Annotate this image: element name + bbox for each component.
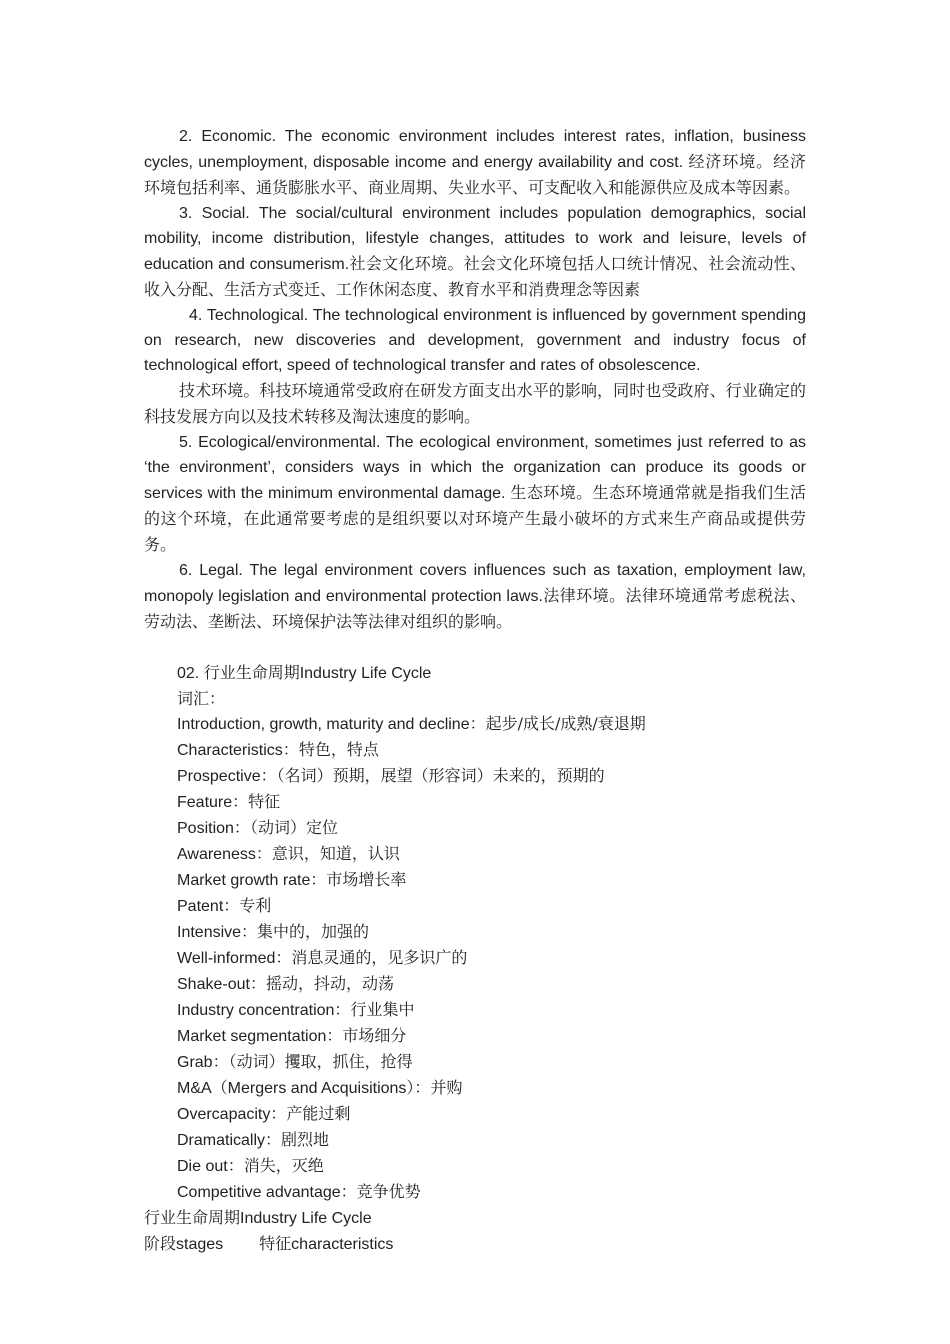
paragraph-social [144, 201, 806, 303]
vocab-term: Prospective： [177, 768, 277, 785]
vocab-term: Market growth rate： [177, 872, 327, 889]
paragraph-legal-en: 6. Legal. The legal environment covers influences such as taxation, employment law, monopoly legislation and environmental protection laws. [144, 562, 806, 605]
vocab-term: Feature： [177, 794, 249, 811]
vocab-item [144, 945, 806, 971]
vocab-term: Intensive： [177, 924, 258, 941]
vocab-definition: 特征 [248, 792, 281, 811]
paragraph-social-zh: 社会文化环境。社会文化环境包括人口统计情况、社会流动性、收入分配、生活方式变迁、工作休闲态度、教育水平和消费理念等因素 [144, 254, 806, 299]
vocab-term: Grab： [177, 1054, 229, 1071]
vocab-definition: 市场细分 [342, 1026, 407, 1045]
paragraph-legal-zh: 法律环境。法律环境通常考虑税法、劳动法、垄断法、环境保护法等法律对组织的影响。 [144, 586, 806, 631]
table-header-characteristics [259, 1231, 393, 1257]
section-heading-zh: 行业生命周期 [203, 663, 300, 682]
vocab-item [144, 893, 806, 919]
section-heading-en: Industry Life Cycle [299, 665, 432, 682]
vocab-definition: 集中的，加强的 [257, 922, 370, 941]
vocab-item [144, 997, 806, 1023]
vocab-item [144, 1075, 806, 1101]
vocab-definition: 消息灵通的，见多识广的 [291, 948, 468, 967]
vocab-definition: 消失，灭绝 [243, 1156, 324, 1175]
section-number: 02. [177, 665, 204, 682]
paragraph-ecological-en: 5. Ecological/environmental. The ecological environment, sometimes just referred to as ‘the environment’, considers ways in which the organization can produce its goods or services with the minimum environmental damage. [144, 434, 806, 502]
vocab-item [144, 1023, 806, 1049]
table-title [144, 1205, 806, 1231]
vocab-definition: 竞争优势 [356, 1182, 421, 1201]
spacer [144, 635, 806, 660]
paragraph-ecological [144, 430, 806, 558]
vocab-term: Industry concentration： [177, 1002, 351, 1019]
vocab-item [144, 737, 806, 763]
vocab-definition: 剧烈地 [281, 1130, 330, 1149]
section-heading [144, 660, 806, 686]
table-title-zh: 行业生命周期 [144, 1208, 241, 1227]
paragraph-technological-en: 4. Technological. The technological environment is influenced by government spending on research, new discoveries and development, government and industry focus of technological effort, speed of technological transfer and rates of obsolescence. [144, 307, 806, 374]
vocab-item [144, 815, 806, 841]
vocab-term: Introduction, growth, maturity and decline： [177, 716, 486, 733]
vocab-definition: 意识，知道，认识 [271, 844, 400, 863]
characteristics-label-zh: 特征 [259, 1234, 292, 1253]
stages-label-zh: 阶段 [144, 1234, 177, 1253]
paragraph-economic [144, 124, 806, 201]
vocab-definition: 行业集中 [350, 1000, 415, 1019]
vocab-term: Competitive advantage： [177, 1184, 357, 1201]
vocab-definition: 专利 [239, 896, 272, 915]
paragraph-social-en: 3. Social. The social/cultural environment includes population demographics, social mobility, income distribution, lifestyle changes, attitudes to work and leisure, levels of education and consumerism. [144, 205, 806, 273]
vocab-definition: 特色，特点 [298, 740, 379, 759]
vocab-term: Well-informed： [177, 950, 292, 967]
vocab-term: Patent： [177, 898, 240, 915]
vocab-definition: （名词）预期，展望（形容词）未来的，预期的 [276, 766, 605, 785]
vocab-definition: 起步/成长/成熟/衰退期 [485, 714, 646, 733]
vocab-label: 词汇： [177, 689, 226, 708]
stages-label-en: stages [176, 1236, 224, 1253]
vocab-term: Awareness： [177, 846, 272, 863]
paragraph-technological [144, 303, 806, 378]
vocab-item [144, 1153, 806, 1179]
vocab-item [144, 1101, 806, 1127]
characteristics-label-en: characteristics [291, 1236, 394, 1253]
vocab-item [144, 789, 806, 815]
vocab-definition: 市场增长率 [326, 870, 407, 889]
table-title-en: Industry Life Cycle [240, 1210, 372, 1227]
vocab-definition: 并购 [430, 1078, 463, 1097]
vocab-definition: （动词）攫取，抓住，抢得 [228, 1052, 413, 1071]
vocab-item [144, 1049, 806, 1075]
vocab-definition: 摇动，抖动，动荡 [265, 974, 394, 993]
paragraph-economic-en: 2. Economic. The economic environment includes interest rates, inflation, business cycles, unemployment, disposable income and energy availability and cost. [144, 128, 806, 171]
document-page [144, 124, 806, 1257]
vocab-item [144, 867, 806, 893]
paragraph-technological-zh-text: 技术环境。科技环境通常受政府在研发方面支出水平的影响，同时也受政府、行业确定的科技发展方向以及技术转移及淘汰速度的影响。 [144, 381, 806, 426]
vocab-list [144, 711, 806, 1205]
vocab-item [144, 1179, 806, 1205]
vocab-term: Die out： [177, 1158, 244, 1175]
vocab-definition: 产能过剩 [286, 1104, 351, 1123]
vocab-term: Characteristics： [177, 742, 299, 759]
vocab-term: Dramatically： [177, 1132, 282, 1149]
vocab-term: Overcapacity： [177, 1106, 287, 1123]
vocab-term: Shake-out： [177, 976, 266, 993]
vocab-term: Market segmentation： [177, 1028, 343, 1045]
vocab-item [144, 1127, 806, 1153]
paragraph-economic-zh: 经济环境。经济环境包括利率、通货膨胀水平、商业周期、失业水平、可支配收入和能源供应及成本等因素。 [144, 152, 806, 197]
vocab-definition: （动词）定位 [249, 818, 338, 837]
table-header-row [144, 1231, 806, 1257]
paragraph-ecological-zh: 生态环境。生态环境通常就是指我们生活的这个环境，在此通常要考虑的是组织要以对环境产生最小破坏的方式来生产商品或提供劳务。 [144, 483, 806, 554]
vocab-term: Position： [177, 820, 250, 837]
paragraph-technological-zh [144, 378, 806, 430]
vocab-term: M&A（Mergers and Acquisitions）： [177, 1080, 431, 1097]
vocab-item [144, 763, 806, 789]
table-header-stages [144, 1236, 223, 1253]
vocab-item [144, 971, 806, 997]
vocab-item [144, 919, 806, 945]
vocab-item [144, 711, 806, 737]
paragraph-legal [144, 558, 806, 635]
vocab-item [144, 841, 806, 867]
